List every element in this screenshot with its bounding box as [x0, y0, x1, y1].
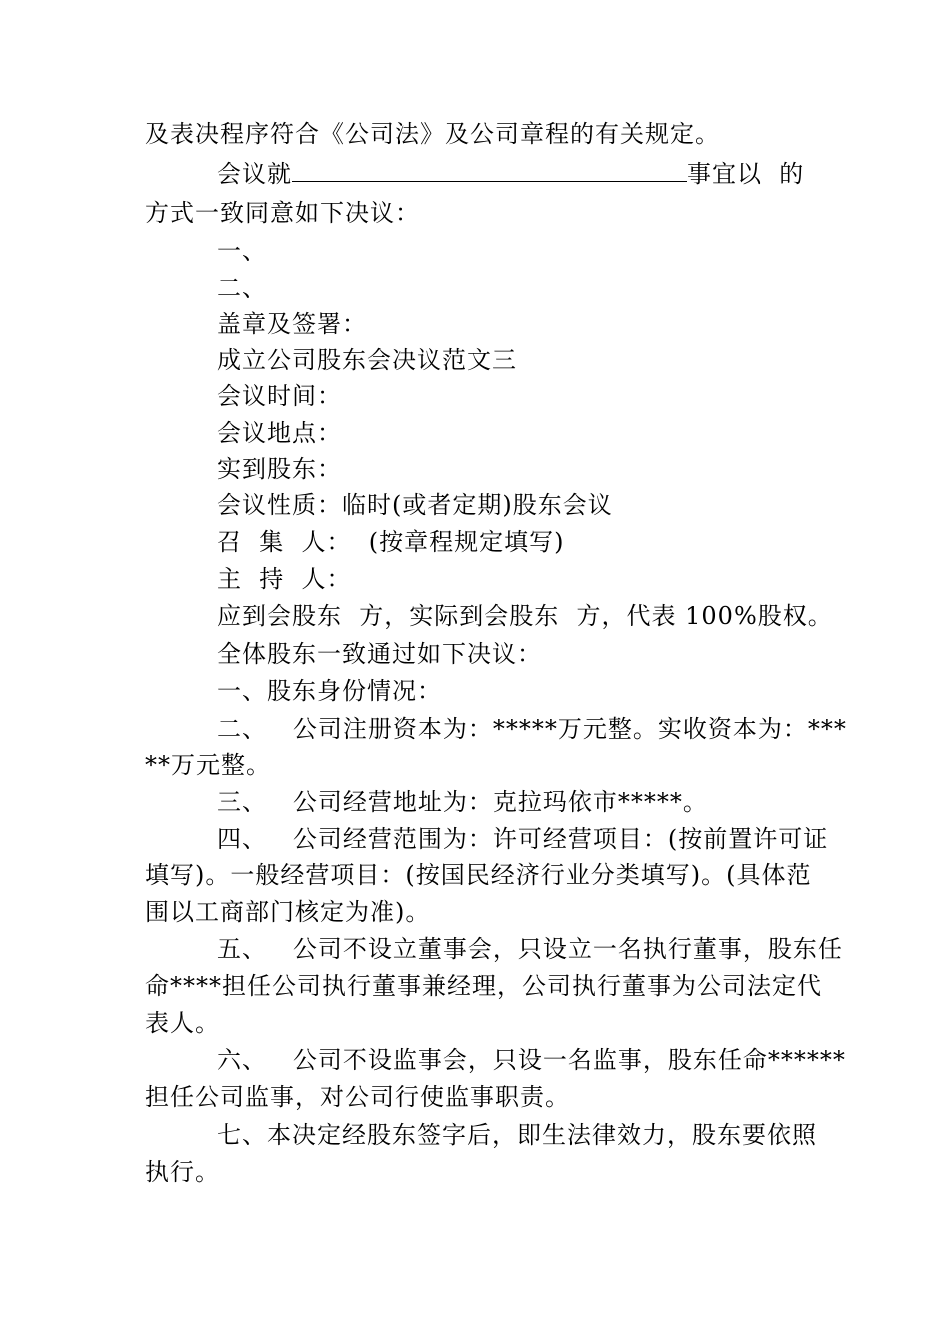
paragraph-line: 填写)。一般经营项目：(按国民经济行业分类填写)。(具体范 [145, 861, 812, 889]
field-line: 主 持 人： [217, 565, 352, 593]
paragraph-line: 方式一致同意如下决议： [145, 199, 420, 227]
paragraph-line: **万元整。 [145, 751, 271, 779]
list-item: 二、 [217, 274, 267, 302]
paragraph-line: 七、本决定经股东签字后，即生法律效力，股东要依照 [217, 1121, 817, 1149]
paragraph-line: 二、 公司注册资本为：*****万元整。实收资本为：*** [217, 715, 847, 743]
field-line: 会议性质：临时(或者定期)股东会议 [217, 491, 613, 519]
paragraph-line: 及表决程序符合《公司法》及公司章程的有关规定。 [145, 120, 720, 148]
meeting-suffix: 事宜以 的 [687, 160, 805, 188]
paragraph-line: 三、 公司经营地址为：克拉玛依市*****。 [217, 788, 708, 816]
paragraph-line: 围以工商部门核定为准)。 [145, 898, 431, 926]
field-line: 实到股东： [217, 455, 342, 483]
paragraph-line: 五、 公司不设立董事会，只设立一名执行董事，股东任 [217, 935, 843, 963]
field-line: 会议地点： [217, 419, 342, 447]
meeting-prefix: 会议就 [217, 160, 292, 188]
paragraph-line: 六、 公司不设监事会，只设一名监事，股东任命****** [217, 1046, 846, 1074]
section-title: 成立公司股东会决议范文三 [217, 346, 517, 374]
paragraph-line: 一、股东身份情况： [217, 677, 442, 705]
paragraph-line: 执行。 [145, 1158, 220, 1186]
field-line: 召 集 人： (按章程规定填写) [217, 528, 565, 556]
paragraph-line: 命****担任公司执行董事兼经理，公司执行董事为公司法定代 [145, 972, 822, 1000]
paragraph-line: 应到会股东 方，实际到会股东 方，代表 100%股权。 [217, 602, 833, 630]
list-item: 一、 [217, 237, 267, 265]
meeting-line [217, 159, 804, 189]
paragraph-line: 四、 公司经营范围为：许可经营项目：(按前置许可证 [217, 825, 829, 853]
paragraph-line: 盖章及签署： [217, 310, 367, 338]
paragraph-line: 全体股东一致通过如下决议： [217, 640, 542, 668]
paragraph-line: 担任公司监事，对公司行使监事职责。 [145, 1083, 570, 1111]
fill-in-blank [292, 159, 687, 182]
paragraph-line: 表人。 [145, 1009, 220, 1037]
field-line: 会议时间： [217, 382, 342, 410]
